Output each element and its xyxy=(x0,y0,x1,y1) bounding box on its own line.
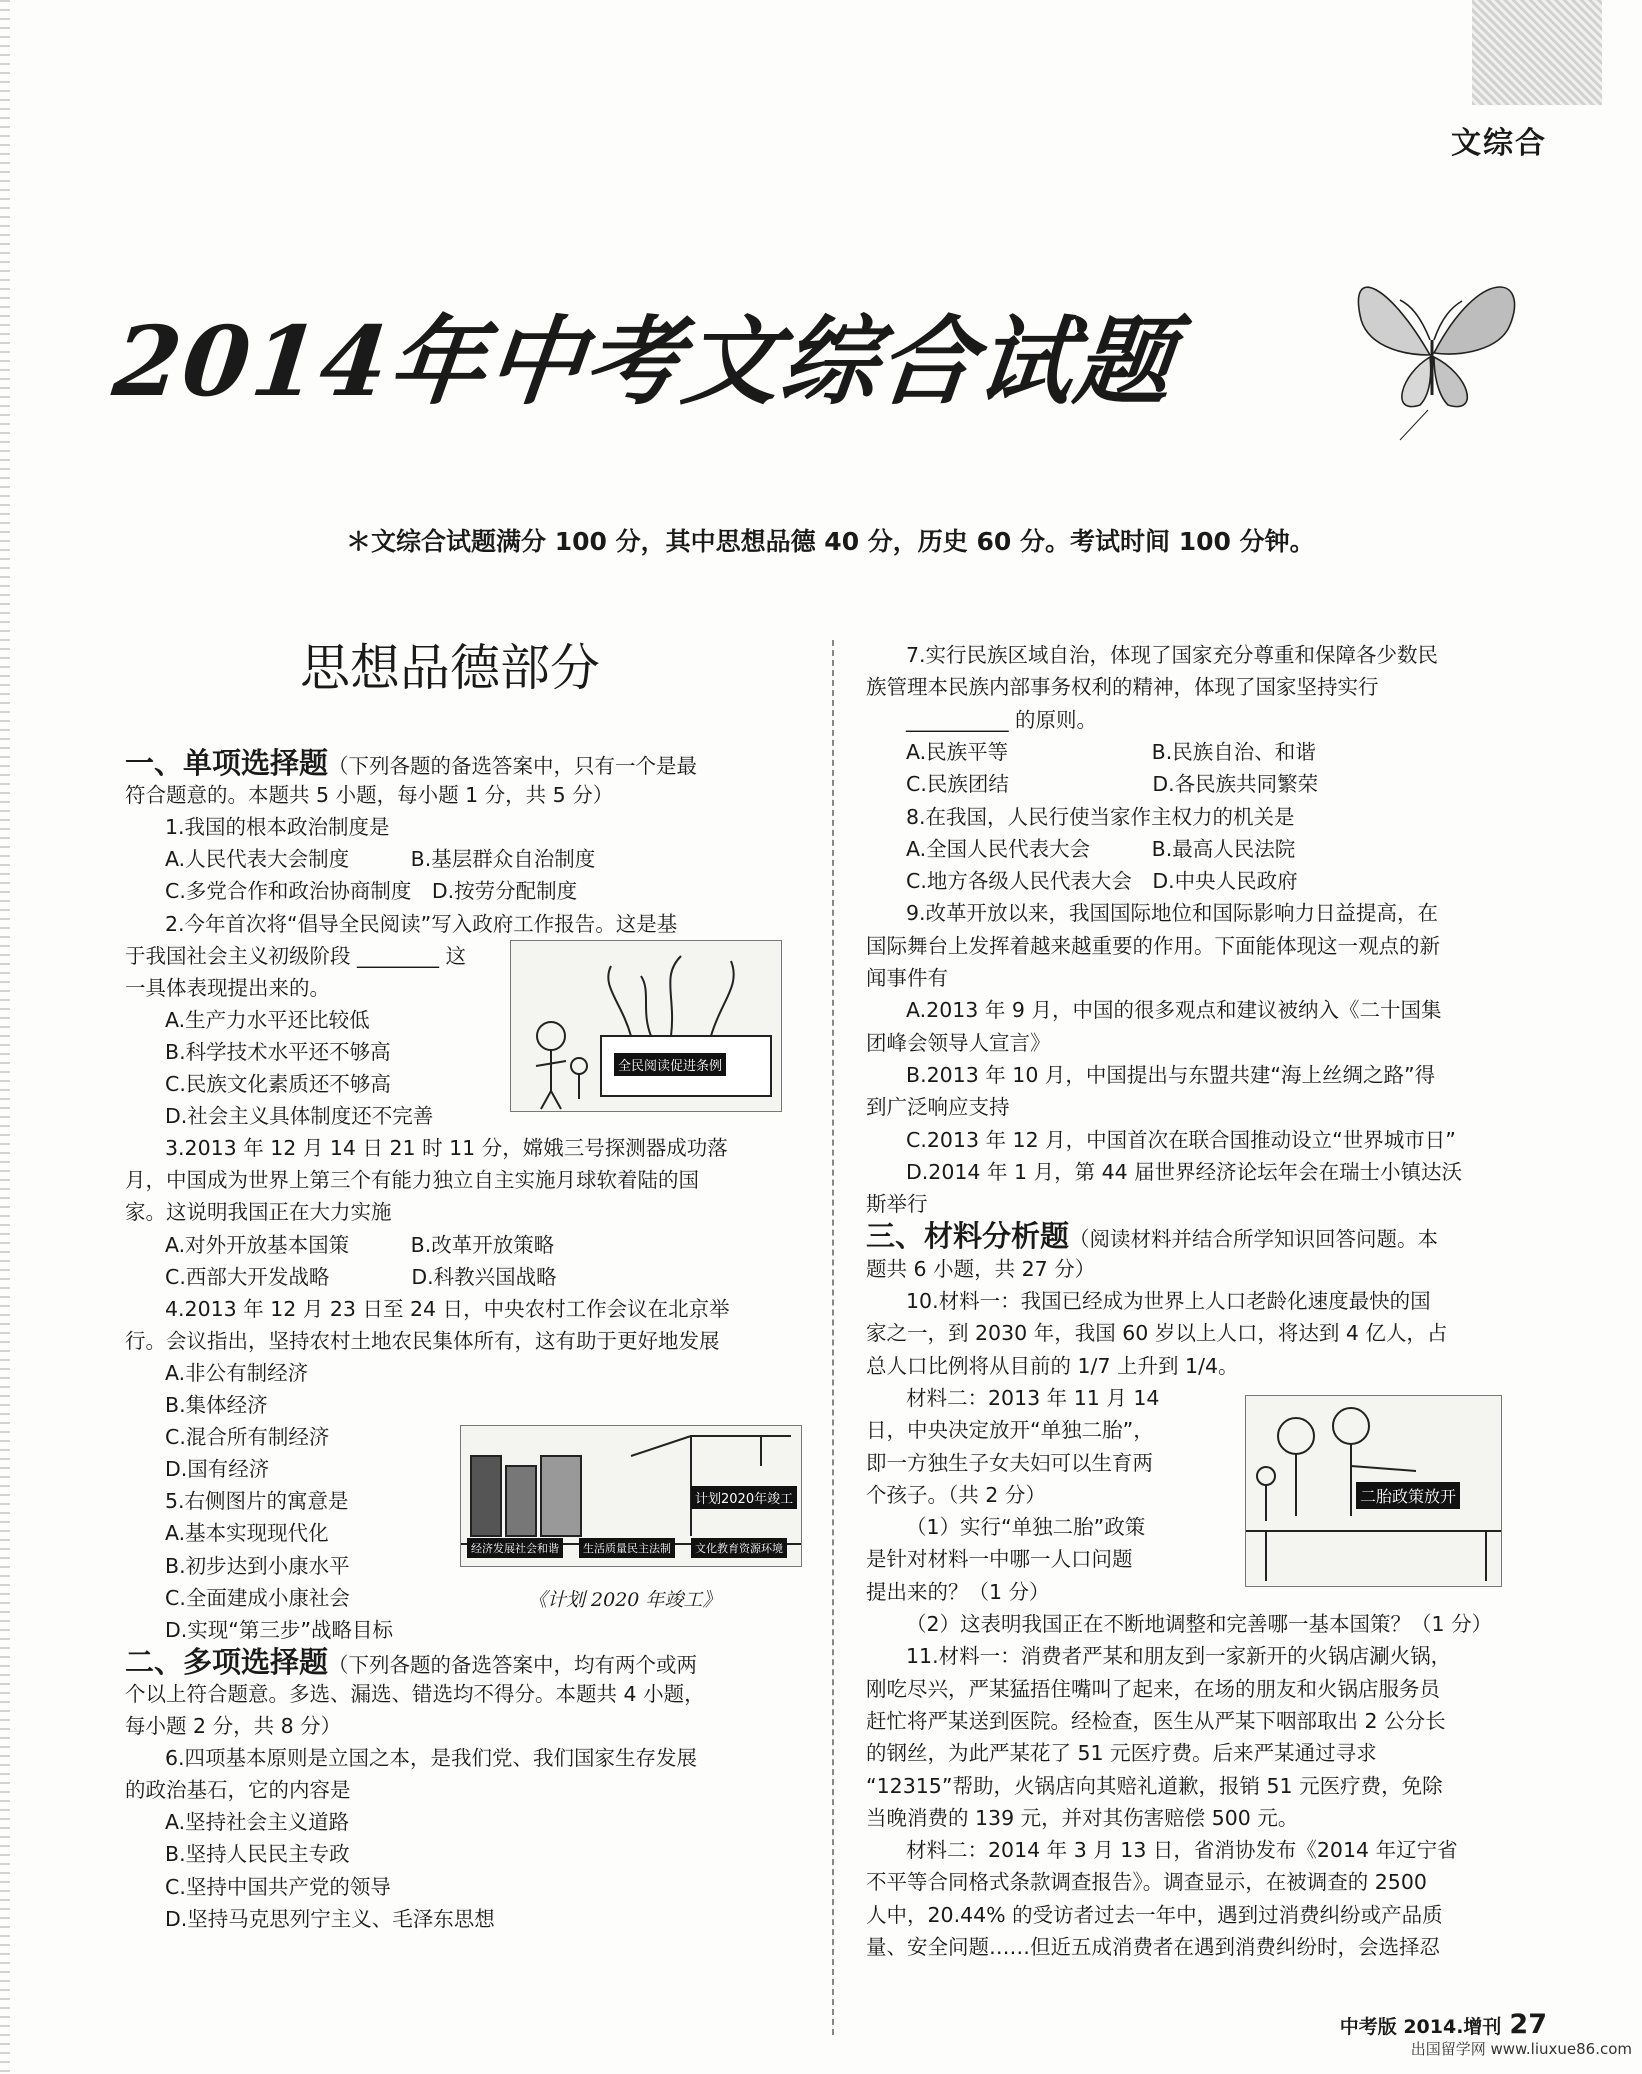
text-line: 10.材料一：我国已经成为世界上人口老龄化速度最快的国 xyxy=(906,1289,1431,1313)
text-line: 4.2013 年 12 月 23 日至 24 日，中央农村工作会议在北京举 xyxy=(165,1296,730,1321)
text-line: 人中，20.44% 的受访者过去一年中，遇到过消费纠纷或产品质 xyxy=(866,1902,1443,1927)
text-line: C.多党合作和政治协商制度 D.按劳分配制度 xyxy=(165,879,578,904)
text-line: 族管理本民族内部事务权利的精神，体现了国家坚持实行 xyxy=(866,675,1379,700)
question-section-heading: 三、材料分析题（阅读材料并结合所学知识回答问题。本 xyxy=(866,1219,1439,1254)
question-section-heading: 二、多项选择题（下列各题的备选答案中，均有两个或两 xyxy=(125,1644,698,1679)
plan-label: 文化教育资源环境 xyxy=(691,1538,787,1558)
text-line: A.人民代表大会制度 B.基层群众自治制度 xyxy=(165,847,596,872)
reading-cartoon xyxy=(510,940,782,1112)
policy-sign: 二胎政策放开 xyxy=(1356,1482,1460,1509)
text-line: 个孩子。（共 2 分） xyxy=(866,1482,1046,1507)
text-line: A.2013 年 9 月，中国的很多观点和建议被纳入《二十国集 xyxy=(906,998,1442,1023)
text-line: 材料二：2014 年 3 月 13 日，省消协发布《2014 年辽宁省 xyxy=(906,1838,1458,1863)
text-line: 日，中央决定放开“单独二胎”， xyxy=(866,1418,1154,1443)
text-line: D.实现“第三步”战略目标 xyxy=(165,1617,394,1642)
text-line: 赶忙将严某送到医院。经检查，医生从严某下咽部取出 2 公分长 xyxy=(866,1708,1446,1733)
scan-edge xyxy=(0,0,10,2074)
text-line: 6.四项基本原则是立国之本，是我们党、我们国家生存发展 xyxy=(165,1746,698,1771)
text-line: 当晚消费的 139 元，并对其伤害赔偿 500 元。 xyxy=(866,1805,1299,1830)
page-title xyxy=(108,286,1180,423)
text-line: A.生产力水平还比较低 xyxy=(165,1007,370,1032)
text-line: 8.在我国，人民行使当家作主权力的机关是 xyxy=(906,804,1295,829)
exam-intro: ＊文综合试题满分 100 分，其中思想品德 40 分，历史 60 分。考试时间 100 分钟。 xyxy=(346,527,1315,556)
text-line: 1.我国的根本政治制度是 xyxy=(165,815,390,840)
text-line: 团峰会领导人宣言》 xyxy=(866,1030,1051,1055)
plan-cartoon xyxy=(460,1425,802,1567)
text-line: D.国有经济 xyxy=(165,1457,270,1482)
plan-sign: 计划2020年竣工 xyxy=(691,1486,797,1509)
policy-cartoon xyxy=(1245,1395,1502,1587)
text-line: 的政治基石，它的内容是 xyxy=(125,1778,351,1803)
text-line: 即一方独生子女夫妇可以生育两 xyxy=(866,1450,1153,1475)
text-line: 行。会议指出，坚持农村土地农民集体所有，这有助于更好地发展 xyxy=(125,1328,720,1353)
text-line: 于我国社会主义初级阶段 ________ 这 xyxy=(125,943,467,968)
text-line: 闻事件有 xyxy=(866,966,948,990)
text-line: B.2013 年 10 月，中国提出与东盟共建“海上丝绸之路”得 xyxy=(906,1062,1436,1087)
text-line: C.地方各级人民代表大会 D.中央人民政府 xyxy=(906,869,1298,894)
butterfly-illustration xyxy=(1330,245,1530,445)
text-line: 提出来的？（1 分） xyxy=(866,1579,1050,1604)
text-line: D.社会主义具体制度还不完善 xyxy=(165,1104,434,1129)
text-line: 总人口比例将从目前的 1/7 上升到 1/4。 xyxy=(866,1353,1239,1378)
text-line: 到广泛响应支持 xyxy=(866,1095,1010,1120)
corner-label: 文综合 xyxy=(1451,126,1547,161)
question-section-heading: 一、单项选择题（下列各题的备选答案中，只有一个是最 xyxy=(125,746,698,780)
reading-cartoon-drawing xyxy=(511,941,781,1111)
text-line: A.非公有制经济 xyxy=(165,1360,309,1385)
page-number: 27 xyxy=(1509,2009,1547,2040)
text-line: 3.2013 年 12 月 14 日 21 时 11 分，嫦娥三号探测器成功落 xyxy=(165,1136,728,1161)
text-line: 9.改革开放以来，我国国际地位和国际影响力日益提高，在 xyxy=(906,901,1439,926)
text-line: B.坚持人民民主专政 xyxy=(165,1842,350,1867)
column-divider xyxy=(832,640,834,2035)
reading-sign: 全民阅读促进条例 xyxy=(614,1053,726,1076)
text-line: 斯举行 xyxy=(866,1192,928,1217)
text-line: A.基本实现现代化 xyxy=(165,1521,329,1546)
text-line: C.西部大开发战略 D.科教兴国战略 xyxy=(165,1264,557,1289)
text-line: A.对外开放基本国策 B.改革开放策略 xyxy=(165,1232,555,1257)
text-line: “12315”帮助，火锅店向其赔礼道歉，报销 51 元医疗费，免除 xyxy=(866,1773,1443,1798)
text-line: 5.右侧图片的寓意是 xyxy=(165,1489,349,1514)
text-line: 每小题 2 分，共 8 分） xyxy=(125,1714,342,1738)
text-line: C.民族团结 D.各民族共同繁荣 xyxy=(906,772,1319,797)
text-line: 月，中国成为世界上第三个有能力独立自主实施月球软着陆的国 xyxy=(125,1168,699,1193)
section-heading: 思想品德部分 xyxy=(300,639,600,697)
text-line: C.混合所有制经济 xyxy=(165,1425,330,1450)
corner-decoration xyxy=(1472,0,1602,105)
text-line: C.民族文化素质还不够高 xyxy=(165,1072,391,1096)
text-line: B.初步达到小康水平 xyxy=(165,1553,350,1578)
text-line: B.集体经济 xyxy=(165,1393,268,1417)
section-instructions: （阅读材料并结合所学知识回答问题。本 xyxy=(1069,1227,1439,1252)
text-line: （2）这表明我国正在不断地调整和完善哪一基本国策？（1 分） xyxy=(906,1612,1493,1636)
text-line: 家之一，到 2030 年，我国 60 岁以上人口，将达到 4 亿人，占 xyxy=(866,1321,1448,1346)
text-line: 符合题意的。本题共 5 小题，每小题 1 分，共 5 分） xyxy=(125,783,614,808)
text-line: 不平等合同格式条款调查报告》。调查显示，在被调查的 2500 xyxy=(866,1870,1427,1895)
text-line: 的钢丝，为此严某花了 51 元医疗费。后来严某通过寻求 xyxy=(866,1741,1377,1766)
text-line: A.全国人民代表大会 B.最高人民法院 xyxy=(906,836,1296,861)
text-line: A.坚持社会主义道路 xyxy=(165,1810,350,1835)
section-instructions: （下列各题的备选答案中，均有两个或两 xyxy=(328,1652,698,1677)
text-line: D.2014 年 1 月，第 44 届世界经济论坛年会在瑞士小镇达沃 xyxy=(906,1159,1463,1184)
text-line: A.民族平等 B.民族自治、和谐 xyxy=(906,739,1316,764)
text-line: 11.材料一：消费者严某和朋友到一家新开的火锅店涮火锅， xyxy=(906,1644,1452,1669)
text-line: C.2013 年 12 月，中国首次在联合国推动设立“世界城市日” xyxy=(906,1127,1456,1152)
text-line: 刚吃尽兴，严某猛捂住嘴叫了起来，在场的朋友和火锅店服务员 xyxy=(866,1676,1440,1701)
text-line: B.科学技术水平还不够高 xyxy=(165,1039,391,1064)
text-line: 是针对材料一中哪一人口问题 xyxy=(866,1547,1133,1572)
text-line: 国际舞台上发挥着越来越重要的作用。下面能体现这一观点的新 xyxy=(866,933,1440,958)
page-title-text: 2014年中考文综合试题 xyxy=(108,305,1180,418)
text-line: 一具体表现提出来的。 xyxy=(125,975,330,1000)
text-line: C.坚持中国共产党的领导 xyxy=(165,1874,391,1899)
page-footer xyxy=(1340,2009,1547,2040)
edition-label: 中考版 2014.增刊 xyxy=(1339,2016,1502,2038)
section-instructions: （下列各题的备选答案中，只有一个是最 xyxy=(328,754,698,778)
text-line: 2.今年首次将“倡导全民阅读”写入政府工作报告。这是基 xyxy=(165,911,678,936)
plan-label: 经济发展社会和谐 xyxy=(467,1538,563,1558)
plan-label: 生活质量民主法制 xyxy=(579,1538,675,1558)
site-watermark: 出国留学网 www.liuxue86.com xyxy=(1410,2040,1632,2058)
text-line: __________ 的原则。 xyxy=(906,707,1098,732)
text-line: 题共 6 小题，共 27 分） xyxy=(866,1256,1096,1281)
text-line: 量、安全问题……但近五成消费者在遇到消费纠纷时，会选择忍 xyxy=(866,1935,1440,1959)
plan-caption: 《计划 2020 年竣工》 xyxy=(528,1589,722,1611)
text-line: 个以上符合题意。多选、漏选、错选均不得分。本题共 4 小题， xyxy=(125,1681,705,1706)
text-line: 材料二：2013 年 11 月 14 xyxy=(906,1385,1160,1410)
text-line: 7.实行民族区域自治，体现了国家充分尊重和保障各少数民 xyxy=(906,643,1439,667)
text-line: 家。这说明我国正在大力实施 xyxy=(125,1200,392,1225)
text-line: （1）实行“单独二胎”政策 xyxy=(906,1515,1146,1540)
text-line: D.坚持马克思列宁主义、毛泽东思想 xyxy=(165,1906,495,1931)
text-line: C.全面建成小康社会 xyxy=(165,1585,350,1610)
